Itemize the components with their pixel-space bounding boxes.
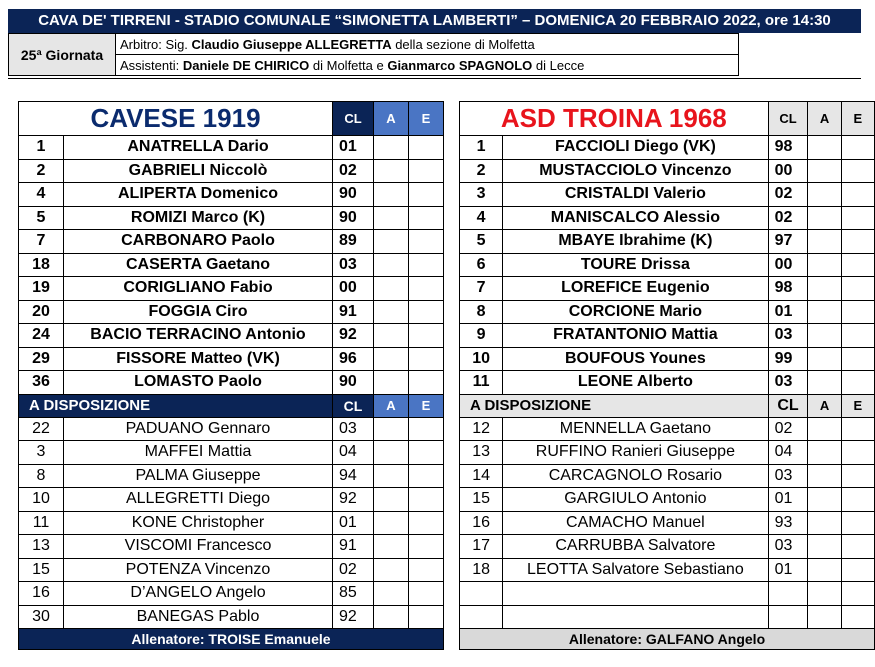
- player-year: 02: [768, 417, 808, 441]
- team-a-col-a: A: [374, 102, 409, 136]
- player-name: [503, 582, 768, 606]
- team-a-starter-row: [19, 159, 444, 183]
- cell-a: [374, 488, 409, 512]
- player-number: 10: [460, 347, 503, 371]
- cell-e: [841, 464, 874, 488]
- player-number: 2: [19, 159, 64, 183]
- player-year: 94: [333, 464, 374, 488]
- player-name: LOMASTO Paolo: [64, 371, 333, 395]
- cell-a: [374, 605, 409, 629]
- team-b-sub-row: [460, 441, 875, 465]
- player-name: CORIGLIANO Fabio: [64, 277, 333, 301]
- player-year: 03: [768, 371, 808, 395]
- team-a-name: CAVESE 1919: [19, 102, 333, 136]
- cell-a: [808, 159, 841, 183]
- player-name: [503, 605, 768, 629]
- assistant-1-name: Daniele DE CHIRICO: [182, 57, 310, 73]
- player-name: VISCOMI Francesco: [64, 535, 333, 559]
- cell-e: [409, 558, 444, 582]
- team-a-subs-label: A DISPOSIZIONE: [19, 394, 333, 417]
- team-b-sub-row: [460, 558, 875, 582]
- team-b-starter-row: [460, 300, 875, 324]
- cell-a: [808, 253, 841, 277]
- player-name: RUFFINO Ranieri Giuseppe: [503, 441, 768, 465]
- team-b-starter-row: [460, 230, 875, 254]
- cell-a: [808, 441, 841, 465]
- cell-a: [808, 488, 841, 512]
- cell-a: [808, 511, 841, 535]
- player-name: FACCIOLI Diego (VK): [503, 136, 768, 160]
- team-a-starter-row: [19, 183, 444, 207]
- player-number: 18: [19, 253, 64, 277]
- player-year: 03: [768, 464, 808, 488]
- team-a-starter-row: [19, 230, 444, 254]
- team-b-sub-row: [460, 417, 875, 441]
- team-b-subs-col-a: A: [808, 394, 841, 417]
- player-number: 16: [19, 582, 64, 606]
- cell-e: [841, 605, 874, 629]
- cell-e: [409, 183, 444, 207]
- player-number: 13: [460, 441, 503, 465]
- cell-a: [374, 230, 409, 254]
- cell-a: [374, 535, 409, 559]
- team-a-sub-row: [19, 488, 444, 512]
- player-name: ALLEGRETTI Diego: [64, 488, 333, 512]
- referee-name: Claudio Giuseppe ALLEGRETTA: [191, 36, 392, 52]
- player-name: CORCIONE Mario: [503, 300, 768, 324]
- cell-a: [374, 441, 409, 465]
- player-name: CARRUBBA Salvatore: [503, 535, 768, 559]
- cell-a: [374, 417, 409, 441]
- cell-a: [374, 206, 409, 230]
- player-number: 22: [19, 417, 64, 441]
- player-year: 00: [333, 277, 374, 301]
- team-b-sub-row: [460, 605, 875, 629]
- player-year: [768, 605, 808, 629]
- cell-a: [374, 347, 409, 371]
- player-name: MANISCALCO Alessio: [503, 206, 768, 230]
- team-b-subs-header: [460, 394, 875, 417]
- player-year: 96: [333, 347, 374, 371]
- player-name: MUSTACCIOLO Vincenzo: [503, 159, 768, 183]
- player-number: 15: [19, 558, 64, 582]
- player-number: 3: [19, 441, 64, 465]
- team-a-sub-row: [19, 582, 444, 606]
- team-a-table: [18, 101, 444, 650]
- cell-e: [409, 605, 444, 629]
- cell-e: [409, 324, 444, 348]
- player-number: 20: [19, 300, 64, 324]
- cell-a: [374, 371, 409, 395]
- player-number: 7: [19, 230, 64, 254]
- team-b-table: [459, 101, 875, 650]
- divider: [8, 78, 861, 79]
- cell-e: [841, 230, 874, 254]
- player-number: [460, 605, 503, 629]
- player-year: 03: [768, 324, 808, 348]
- team-a-subs-col-e: E: [409, 394, 444, 417]
- cell-a: [374, 253, 409, 277]
- cell-a: [374, 324, 409, 348]
- cell-a: [808, 230, 841, 254]
- player-number: 11: [19, 511, 64, 535]
- team-a-starter-row: [19, 253, 444, 277]
- player-number: 8: [460, 300, 503, 324]
- team-a-coach-row: [19, 629, 444, 650]
- team-a-sub-row: [19, 605, 444, 629]
- player-year: 01: [768, 488, 808, 512]
- cell-e: [409, 441, 444, 465]
- team-b-starter-row: [460, 253, 875, 277]
- player-number: 13: [19, 535, 64, 559]
- player-number: 6: [460, 253, 503, 277]
- cell-e: [409, 417, 444, 441]
- team-a-starter-row: [19, 300, 444, 324]
- player-name: FISSORE Matteo (VK): [64, 347, 333, 371]
- player-name: LOREFICE Eugenio: [503, 277, 768, 301]
- team-a-col-e: E: [409, 102, 444, 136]
- player-name: MAFFEI Mattia: [64, 441, 333, 465]
- cell-a: [374, 558, 409, 582]
- player-name: GARGIULO Antonio: [503, 488, 768, 512]
- cell-a: [808, 300, 841, 324]
- player-year: 89: [333, 230, 374, 254]
- player-number: 10: [19, 488, 64, 512]
- player-name: BANEGAS Pablo: [64, 605, 333, 629]
- player-year: 90: [333, 183, 374, 207]
- player-number: 36: [19, 371, 64, 395]
- player-number: 4: [460, 206, 503, 230]
- team-a-starter-row: [19, 206, 444, 230]
- officials-table: [8, 33, 739, 76]
- player-year: 91: [333, 300, 374, 324]
- team-b-starter-row: [460, 136, 875, 160]
- player-name: BOUFOUS Younes: [503, 347, 768, 371]
- player-number: 4: [19, 183, 64, 207]
- player-name: LEONE Alberto: [503, 371, 768, 395]
- team-b-coach-row: [460, 629, 875, 650]
- player-year: 04: [333, 441, 374, 465]
- cell-e: [841, 488, 874, 512]
- team-b-sub-row: [460, 488, 875, 512]
- cell-a: [808, 558, 841, 582]
- player-year: 91: [333, 535, 374, 559]
- cell-e: [841, 511, 874, 535]
- team-b-starter-row: [460, 183, 875, 207]
- assistants-prefix: Assistenti:: [120, 57, 183, 73]
- cell-a: [808, 183, 841, 207]
- player-number: 2: [460, 159, 503, 183]
- cell-e: [409, 535, 444, 559]
- cell-e: [409, 159, 444, 183]
- player-year: 99: [768, 347, 808, 371]
- team-b-subs-col-cl: CL: [768, 394, 808, 417]
- cell-a: [808, 417, 841, 441]
- player-year: [768, 582, 808, 606]
- team-b-subs-col-e: E: [841, 394, 874, 417]
- cell-a: [808, 464, 841, 488]
- player-number: 12: [460, 417, 503, 441]
- player-year: 92: [333, 324, 374, 348]
- cell-e: [409, 206, 444, 230]
- assistant-2-name: Gianmarco SPAGNOLO: [387, 57, 533, 73]
- referee-prefix: Arbitro: Sig.: [120, 36, 192, 52]
- referee-suffix: della sezione di Molfetta: [391, 36, 535, 52]
- cell-e: [841, 277, 874, 301]
- referee-line: [116, 34, 739, 55]
- team-b-sub-row: [460, 535, 875, 559]
- player-name: MBAYE Ibrahime (K): [503, 230, 768, 254]
- cell-a: [808, 206, 841, 230]
- team-a-starter-row: [19, 277, 444, 301]
- player-year: 02: [768, 206, 808, 230]
- team-a-starter-row: [19, 347, 444, 371]
- player-name: ANATRELLA Dario: [64, 136, 333, 160]
- player-number: 15: [460, 488, 503, 512]
- player-year: 90: [333, 371, 374, 395]
- team-b-starter-row: [460, 324, 875, 348]
- cell-e: [409, 277, 444, 301]
- cell-e: [841, 300, 874, 324]
- player-year: 93: [768, 511, 808, 535]
- team-b-col-cl: CL: [768, 102, 808, 136]
- player-name: MENNELLA Gaetano: [503, 417, 768, 441]
- cell-e: [409, 300, 444, 324]
- player-year: 02: [333, 558, 374, 582]
- player-year: 03: [768, 535, 808, 559]
- player-year: 98: [768, 277, 808, 301]
- player-name: CRISTALDI Valerio: [503, 183, 768, 207]
- cell-a: [808, 582, 841, 606]
- team-b-col-e: E: [841, 102, 874, 136]
- cell-a: [808, 277, 841, 301]
- cell-e: [841, 417, 874, 441]
- cell-a: [374, 277, 409, 301]
- cell-e: [841, 441, 874, 465]
- player-name: KONE Christopher: [64, 511, 333, 535]
- player-name: ROMIZI Marco (K): [64, 206, 333, 230]
- cell-e: [841, 347, 874, 371]
- cell-a: [808, 347, 841, 371]
- team-a-starter-row: [19, 136, 444, 160]
- player-name: D’ANGELO Angelo: [64, 582, 333, 606]
- team-b-starter-row: [460, 371, 875, 395]
- team-a-subs-col-cl: CL: [333, 394, 374, 417]
- cell-a: [808, 136, 841, 160]
- player-name: LEOTTA Salvatore Sebastiano: [503, 558, 768, 582]
- cell-e: [409, 464, 444, 488]
- assistants-line: [116, 55, 739, 76]
- cell-e: [841, 136, 874, 160]
- team-b-starter-row: [460, 159, 875, 183]
- player-number: 8: [19, 464, 64, 488]
- player-number: 14: [460, 464, 503, 488]
- player-name: CAMACHO Manuel: [503, 511, 768, 535]
- cell-a: [374, 159, 409, 183]
- cell-a: [374, 464, 409, 488]
- team-a-sub-row: [19, 535, 444, 559]
- player-number: 11: [460, 371, 503, 395]
- player-name: FOGGIA Ciro: [64, 300, 333, 324]
- cell-e: [841, 324, 874, 348]
- team-b-title-row: [460, 102, 875, 136]
- player-name: PADUANO Gennaro: [64, 417, 333, 441]
- player-year: 03: [333, 253, 374, 277]
- player-number: 5: [19, 206, 64, 230]
- cell-e: [409, 230, 444, 254]
- player-year: 92: [333, 488, 374, 512]
- team-a-coach: Allenatore: TROISE Emanuele: [19, 629, 444, 650]
- assistants-mid: di Molfetta e: [309, 57, 388, 73]
- player-year: 85: [333, 582, 374, 606]
- team-a-starter-row: [19, 324, 444, 348]
- player-name: BACIO TERRACINO Antonio: [64, 324, 333, 348]
- team-a-starter-row: [19, 371, 444, 395]
- team-b-sub-row: [460, 464, 875, 488]
- player-name: CARBONARO Paolo: [64, 230, 333, 254]
- cell-a: [374, 183, 409, 207]
- team-b-col-a: A: [808, 102, 841, 136]
- player-year: 02: [768, 183, 808, 207]
- player-number: [460, 582, 503, 606]
- team-a-sub-row: [19, 464, 444, 488]
- player-year: 92: [333, 605, 374, 629]
- cell-e: [841, 183, 874, 207]
- player-number: 1: [460, 136, 503, 160]
- player-name: CARCAGNOLO Rosario: [503, 464, 768, 488]
- cell-a: [374, 582, 409, 606]
- cell-e: [409, 488, 444, 512]
- player-number: 9: [460, 324, 503, 348]
- player-number: 29: [19, 347, 64, 371]
- player-year: 97: [768, 230, 808, 254]
- team-a-sub-row: [19, 417, 444, 441]
- cell-a: [374, 136, 409, 160]
- cell-e: [841, 159, 874, 183]
- team-a-sub-row: [19, 511, 444, 535]
- team-b-starter-row: [460, 206, 875, 230]
- team-a-col-cl: CL: [333, 102, 374, 136]
- cell-a: [808, 324, 841, 348]
- player-name: CASERTA Gaetano: [64, 253, 333, 277]
- team-a-sub-row: [19, 558, 444, 582]
- cell-e: [841, 535, 874, 559]
- team-b-starter-row: [460, 347, 875, 371]
- player-name: POTENZA Vincenzo: [64, 558, 333, 582]
- player-year: 01: [768, 558, 808, 582]
- cell-e: [841, 253, 874, 277]
- cell-e: [841, 371, 874, 395]
- team-b-sub-row: [460, 511, 875, 535]
- cell-e: [841, 558, 874, 582]
- player-name: ALIPERTA Domenico: [64, 183, 333, 207]
- assistants-suffix: di Lecce: [532, 57, 585, 73]
- player-year: 02: [333, 159, 374, 183]
- team-b-subs-label: A DISPOSIZIONE: [460, 394, 769, 417]
- player-year: 98: [768, 136, 808, 160]
- team-a-title-row: [19, 102, 444, 136]
- player-name: GABRIELI Niccolò: [64, 159, 333, 183]
- player-name: TOURE Drissa: [503, 253, 768, 277]
- team-b-coach: Allenatore: GALFANO Angelo: [460, 629, 875, 650]
- cell-a: [374, 511, 409, 535]
- player-number: 30: [19, 605, 64, 629]
- cell-e: [841, 582, 874, 606]
- player-number: 24: [19, 324, 64, 348]
- cell-a: [808, 535, 841, 559]
- team-b-starter-row: [460, 277, 875, 301]
- cell-e: [409, 511, 444, 535]
- player-year: 01: [333, 136, 374, 160]
- cell-e: [409, 582, 444, 606]
- team-b-name: ASD TROINA 1968: [460, 102, 769, 136]
- cell-e: [409, 136, 444, 160]
- player-number: 5: [460, 230, 503, 254]
- player-year: 90: [333, 206, 374, 230]
- player-number: 1: [19, 136, 64, 160]
- player-name: FRATANTONIO Mattia: [503, 324, 768, 348]
- player-number: 18: [460, 558, 503, 582]
- match-header: CAVA DE' TIRRENI - STADIO COMUNALE “SIMONETTA LAMBERTI” – DOMENICA 20 FEBBRAIO 2022, ore 14:30: [8, 9, 861, 33]
- cell-e: [409, 253, 444, 277]
- cell-a: [374, 300, 409, 324]
- cell-a: [808, 371, 841, 395]
- player-year: 01: [333, 511, 374, 535]
- player-number: 19: [19, 277, 64, 301]
- player-year: 01: [768, 300, 808, 324]
- team-a-subs-header: [19, 394, 444, 417]
- player-year: 04: [768, 441, 808, 465]
- player-year: 00: [768, 159, 808, 183]
- player-number: 17: [460, 535, 503, 559]
- player-number: 3: [460, 183, 503, 207]
- cell-e: [841, 206, 874, 230]
- player-number: 16: [460, 511, 503, 535]
- player-year: 03: [333, 417, 374, 441]
- player-number: 7: [460, 277, 503, 301]
- cell-a: [808, 605, 841, 629]
- player-year: 00: [768, 253, 808, 277]
- team-b-sub-row: [460, 582, 875, 606]
- team-a-subs-col-a: A: [374, 394, 409, 417]
- cell-e: [409, 371, 444, 395]
- cell-e: [409, 347, 444, 371]
- team-a-sub-row: [19, 441, 444, 465]
- round-label: 25ª Giornata: [9, 34, 116, 76]
- player-name: PALMA Giuseppe: [64, 464, 333, 488]
